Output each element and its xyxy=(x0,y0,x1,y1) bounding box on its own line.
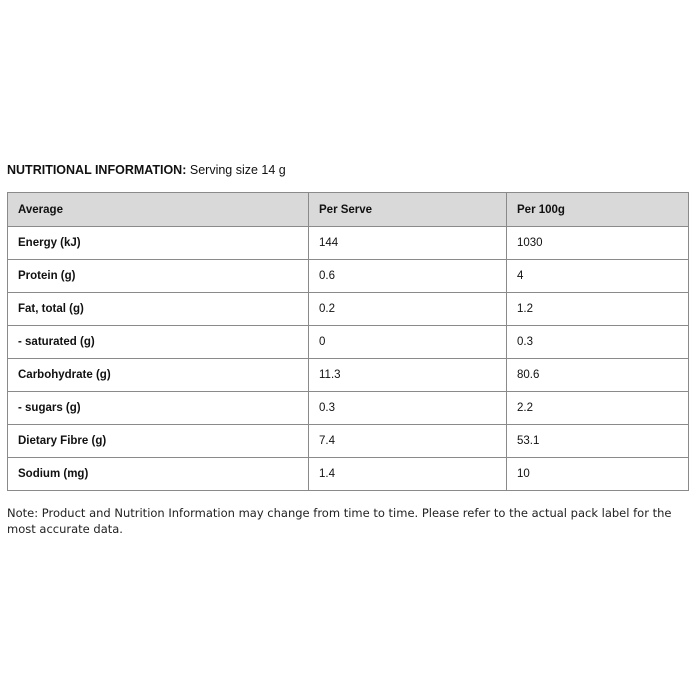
table-row xyxy=(8,458,689,491)
table-row xyxy=(8,359,689,392)
per-100g-value: 53.1 xyxy=(507,425,689,458)
per-100g-value: 80.6 xyxy=(507,359,689,392)
per-100g-value: 1.2 xyxy=(507,293,689,326)
nutrient-name: Fat, total (g) xyxy=(8,293,309,326)
per-serve-value: 7.4 xyxy=(309,425,507,458)
per-serve-value: 0.6 xyxy=(309,260,507,293)
nutrient-name: - sugars (g) xyxy=(8,392,309,425)
table-row xyxy=(8,326,689,359)
disclaimer-note: Note: Product and Nutrition Information may change from time to time. Please refer to the actual pack label for the most accurate data. xyxy=(7,506,672,536)
serving-size: Serving size 14 g xyxy=(189,163,286,177)
nutrition-table xyxy=(7,192,689,491)
nutrient-name: Energy (kJ) xyxy=(8,227,309,260)
table-row xyxy=(8,260,689,293)
nutrient-name: Sodium (mg) xyxy=(8,458,309,491)
per-serve-value: 0.3 xyxy=(309,392,507,425)
nutrition-heading xyxy=(7,163,286,177)
table-row xyxy=(8,293,689,326)
nutrient-name: Protein (g) xyxy=(8,260,309,293)
heading-label: NUTRITIONAL INFORMATION: xyxy=(7,163,187,177)
per-100g-value: 1030 xyxy=(507,227,689,260)
column-header-per-serve: Per Serve xyxy=(309,193,507,227)
nutrient-name: - saturated (g) xyxy=(8,326,309,359)
per-serve-value: 1.4 xyxy=(309,458,507,491)
per-100g-value: 2.2 xyxy=(507,392,689,425)
table-row xyxy=(8,392,689,425)
per-100g-value: 10 xyxy=(507,458,689,491)
per-serve-value: 144 xyxy=(309,227,507,260)
column-header-average: Average xyxy=(8,193,309,227)
per-100g-value: 0.3 xyxy=(507,326,689,359)
per-100g-value: 4 xyxy=(507,260,689,293)
nutrient-name: Dietary Fibre (g) xyxy=(8,425,309,458)
nutrient-name: Carbohydrate (g) xyxy=(8,359,309,392)
per-serve-value: 0.2 xyxy=(309,293,507,326)
table-row xyxy=(8,227,689,260)
column-header-per-100g: Per 100g xyxy=(507,193,689,227)
table-header-row xyxy=(8,193,689,227)
table-row xyxy=(8,425,689,458)
per-serve-value: 11.3 xyxy=(309,359,507,392)
per-serve-value: 0 xyxy=(309,326,507,359)
